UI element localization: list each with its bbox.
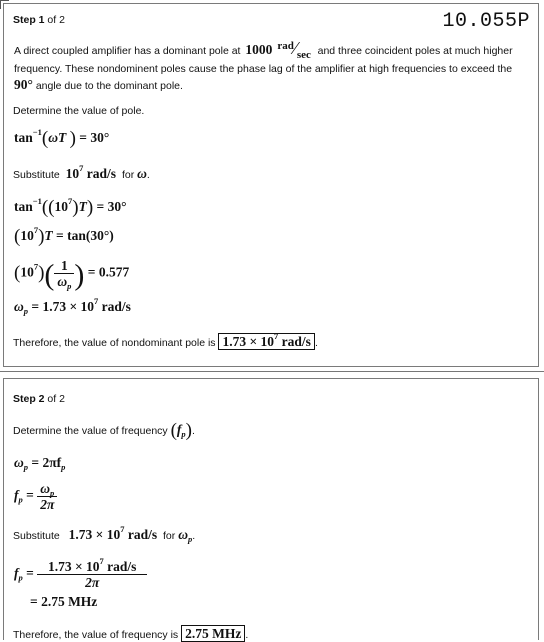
dominant-pole-value: 1000 (245, 42, 273, 57)
answer-value: 1.73 × 10 (222, 334, 275, 349)
unit-den: sec (296, 49, 311, 61)
eq7-num: ω (40, 481, 51, 496)
intro-text-line2: frequency. These nondominent poles cause the phase lag of the amplifier at high frequencies to exceed the (14, 63, 513, 75)
determine-text: Determine the value of frequency (13, 425, 168, 437)
angle-value: 90° (14, 77, 33, 92)
eq5-exp: 7 (94, 296, 99, 306)
step-1-card (3, 3, 539, 367)
equation-7: $f_p$ = $\frac{\omega_p}{2\pi}$ (14, 481, 57, 512)
conclusion-text-2: Therefore, the value of frequency is (13, 629, 179, 641)
substitute-label: Substitute (13, 169, 60, 181)
substitute-exp-2: 7 (120, 524, 125, 534)
step-2-header (13, 393, 65, 405)
eq4-rhs: = 0.577 (87, 264, 130, 280)
equation-4: $(10^7)$( $\frac{1}{\omega_p}$ ) = 0.577 (14, 258, 130, 292)
substitute-unit-2: rad/s (124, 527, 158, 542)
substitute-for: for (121, 169, 135, 181)
equation-5: $\omega_p = 1.73 \times 10^7$ rad/s (14, 296, 131, 316)
eq8-exp: 7 (99, 556, 104, 566)
answer-box-2: 2.75 MHz (181, 625, 245, 642)
substitute-unit: rad/s (83, 166, 117, 181)
eq7-den: 2π (40, 497, 55, 512)
problem-code: 10.055P (442, 10, 530, 33)
equation-9: = 2.75 MHz (30, 594, 98, 609)
step-2-count: of 2 (44, 393, 65, 405)
substitute-line-1: Substitute $10^7$ rad/s for ω. (13, 163, 150, 181)
unit-num: rad (277, 40, 294, 52)
answer-exp: 7 (274, 331, 279, 341)
equation-3: $(10^7)T = \tan(30^\circ)$ (14, 225, 114, 247)
step-1-header (13, 14, 65, 26)
step-2-label: Step 2 (13, 393, 45, 405)
eq8-den: 2π (85, 575, 100, 590)
substitute-value-2: 1.73 × 10 (68, 527, 121, 542)
intro-text-b: and three coincident poles at much higher (317, 45, 513, 57)
step-1-conclusion: Therefore, the value of nondominant pole is $1.73 \times 10^7$ rad/s . (13, 331, 318, 349)
step-2-card (3, 378, 539, 640)
step-1-label: Step 1 (13, 14, 45, 26)
substitute-label-2: Substitute (13, 530, 60, 542)
conclusion-text: Therefore, the value of nondominant pole is (13, 337, 216, 349)
equation-8: $f_p$ = $\frac{1.73 \times 10^7 rad/s}{2\pi}$ (14, 559, 147, 590)
answer-unit: rad/s (278, 334, 311, 349)
omega-symbol: ω (137, 166, 147, 181)
substitute-for-2: for (163, 530, 176, 542)
answer-box-1 (218, 333, 314, 350)
eq5-unit: rad/s (98, 299, 131, 314)
problem-statement (14, 38, 534, 94)
substitute-line-2: Substitute $1.73 \times 10^7$ rad/s for $\omega_p$. (13, 524, 196, 544)
equation-1: $\tan^{-1}(\omega T$ ) = 30° (14, 127, 110, 149)
step-1-determine: Determine the value of pole. (13, 105, 145, 117)
eq1-rhs: = 30° (79, 130, 110, 145)
unit-rad-sec: $^{rad}⁄_{sec}$ (277, 38, 311, 61)
eq3-rhs: = tan(30°) (56, 228, 114, 243)
step-1-count: of 2 (44, 14, 65, 26)
equation-6: $\omega_p = 2\pi f_p$ (14, 455, 66, 472)
eq2-rhs: = 30° (96, 199, 127, 214)
intro-text-line3: angle due to the dominant pole. (32, 80, 183, 92)
eq6-rhs: = 2πf (31, 455, 62, 470)
eq5-rhs: = 1.73 × 10 (31, 299, 95, 314)
substitute-exp: 7 (79, 163, 84, 173)
step-2-conclusion: Therefore, the value of frequency is 2.75 MHz . (13, 626, 249, 641)
equation-2: $\tan^{-1}((10^7)T) = 30^\circ$ (14, 196, 127, 218)
step-2-determine: Determine the value of frequency $(f_p)$. (13, 420, 195, 441)
eq8-unit: rad/s (103, 559, 137, 574)
intro-text-a: A direct coupled amplifier has a dominant pole at (14, 45, 241, 57)
step-divider (0, 371, 544, 372)
eq8-num: 1.73 × 10 (47, 559, 100, 574)
substitute-value: 10 (65, 166, 80, 181)
